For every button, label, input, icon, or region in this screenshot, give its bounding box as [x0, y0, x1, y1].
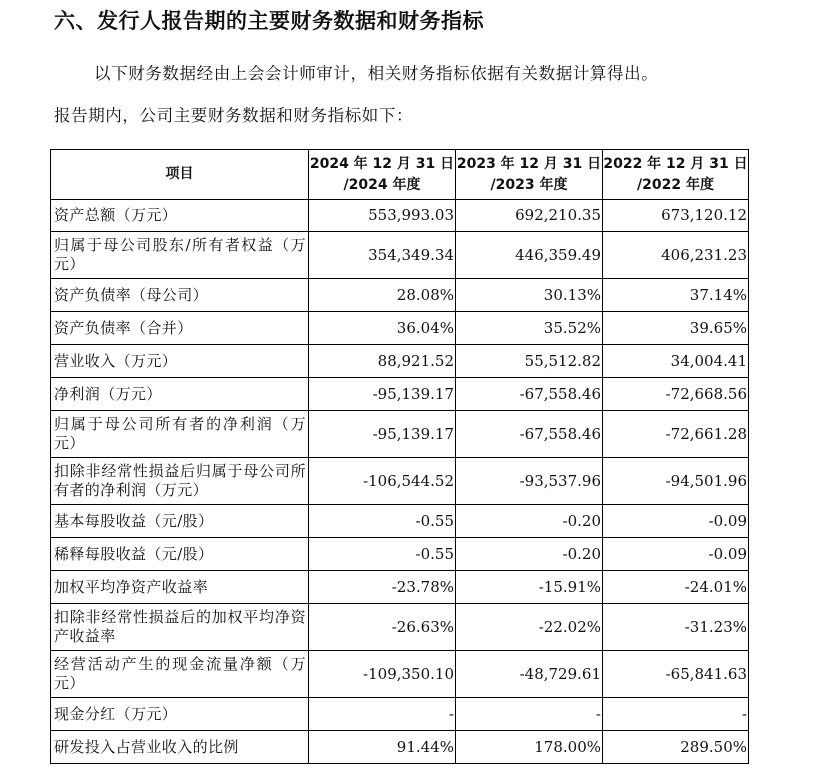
header-period-date: 2022 年 12 月 31 日	[603, 155, 748, 172]
value-2023: -15.91%	[456, 571, 603, 604]
value-2022: 34,004.41	[603, 345, 749, 378]
table-row	[51, 411, 749, 458]
table-row	[51, 698, 749, 731]
financial-data-table	[50, 149, 749, 764]
value-2024: -0.55	[309, 538, 456, 571]
row-label: 经营活动产生的现金流量净额（万元）	[51, 651, 309, 698]
value-2024: 36.04%	[309, 312, 456, 345]
value-2022: -0.09	[603, 538, 749, 571]
value-2023: 446,359.49	[456, 232, 603, 279]
value-2024: 354,349.34	[309, 232, 456, 279]
row-label: 资产负债率（合并）	[51, 312, 309, 345]
header-period-year: /2023 年度	[490, 176, 568, 193]
row-label: 稀释每股收益（元/股）	[51, 538, 309, 571]
row-label: 现金分红（万元）	[51, 698, 309, 731]
value-2024: 28.08%	[309, 279, 456, 312]
row-label: 资产负债率（母公司）	[51, 279, 309, 312]
value-2024: -106,544.52	[309, 458, 456, 505]
value-2022: -72,668.56	[603, 378, 749, 411]
header-period-2024	[309, 150, 456, 200]
value-2023: 692,210.35	[456, 200, 603, 232]
table-row	[51, 731, 749, 764]
table-row	[51, 571, 749, 604]
value-2024: 553,993.03	[309, 200, 456, 232]
value-2023: 55,512.82	[456, 345, 603, 378]
row-label: 资产总额（万元）	[51, 200, 309, 232]
value-2023: -93,537.96	[456, 458, 603, 505]
value-2024: -95,139.17	[309, 411, 456, 458]
value-2024: 91.44%	[309, 731, 456, 764]
header-item: 项目	[51, 150, 309, 200]
table-row	[51, 200, 749, 232]
value-2022: 37.14%	[603, 279, 749, 312]
intro-paragraph: 以下财务数据经由上会会计师审计，相关财务指标依据有关数据计算得出。	[94, 64, 659, 83]
value-2023: 30.13%	[456, 279, 603, 312]
header-period-2023	[456, 150, 603, 200]
value-2023: -67,558.46	[456, 378, 603, 411]
value-2022: -72,661.28	[603, 411, 749, 458]
section-heading: 六、发行人报告期的主要财务数据和财务指标	[54, 9, 484, 33]
row-label: 归属于母公司股东/所有者权益（万元）	[51, 232, 309, 279]
header-period-2022	[603, 150, 749, 200]
row-label: 加权平均净资产收益率	[51, 571, 309, 604]
value-2022: -31.23%	[603, 604, 749, 651]
value-2022: -65,841.63	[603, 651, 749, 698]
table-intro-paragraph: 报告期内，公司主要财务数据和财务指标如下：	[54, 106, 414, 125]
value-2023: 35.52%	[456, 312, 603, 345]
value-2023: -22.02%	[456, 604, 603, 651]
value-2024: -	[309, 698, 456, 731]
table-row	[51, 232, 749, 279]
table-row	[51, 345, 749, 378]
value-2022: 39.65%	[603, 312, 749, 345]
table-row	[51, 378, 749, 411]
table-row	[51, 604, 749, 651]
value-2022: 289.50%	[603, 731, 749, 764]
row-label: 营业收入（万元）	[51, 345, 309, 378]
value-2023: -48,729.61	[456, 651, 603, 698]
value-2023: 178.00%	[456, 731, 603, 764]
header-period-year: /2022 年度	[637, 176, 714, 193]
value-2023: -	[456, 698, 603, 731]
row-label: 基本每股收益（元/股）	[51, 505, 309, 538]
header-period-date: 2023 年 12 月 31 日	[456, 155, 602, 172]
table-row	[51, 505, 749, 538]
row-label: 扣除非经常性损益后归属于母公司所有者的净利润（万元）	[51, 458, 309, 505]
table-row	[51, 651, 749, 698]
value-2023: -0.20	[456, 505, 603, 538]
table-row	[51, 458, 749, 505]
value-2023: -0.20	[456, 538, 603, 571]
value-2022: -24.01%	[603, 571, 749, 604]
header-period-year: /2024 年度	[343, 176, 421, 193]
value-2024: -26.63%	[309, 604, 456, 651]
value-2022: -0.09	[603, 505, 749, 538]
value-2022: -94,501.96	[603, 458, 749, 505]
row-label: 研发投入占营业收入的比例	[51, 731, 309, 764]
table-row	[51, 312, 749, 345]
row-label: 归属于母公司所有者的净利润（万元）	[51, 411, 309, 458]
value-2024: -0.55	[309, 505, 456, 538]
value-2024: -23.78%	[309, 571, 456, 604]
value-2022: -	[603, 698, 749, 731]
table-header-row	[51, 150, 749, 200]
row-label: 净利润（万元）	[51, 378, 309, 411]
table-row	[51, 279, 749, 312]
value-2024: -109,350.10	[309, 651, 456, 698]
value-2022: 406,231.23	[603, 232, 749, 279]
value-2023: -67,558.46	[456, 411, 603, 458]
value-2024: -95,139.17	[309, 378, 456, 411]
header-period-date: 2024 年 12 月 31 日	[309, 155, 455, 172]
table-row	[51, 538, 749, 571]
value-2022: 673,120.12	[603, 200, 749, 232]
row-label: 扣除非经常性损益后的加权平均净资产收益率	[51, 604, 309, 651]
value-2024: 88,921.52	[309, 345, 456, 378]
